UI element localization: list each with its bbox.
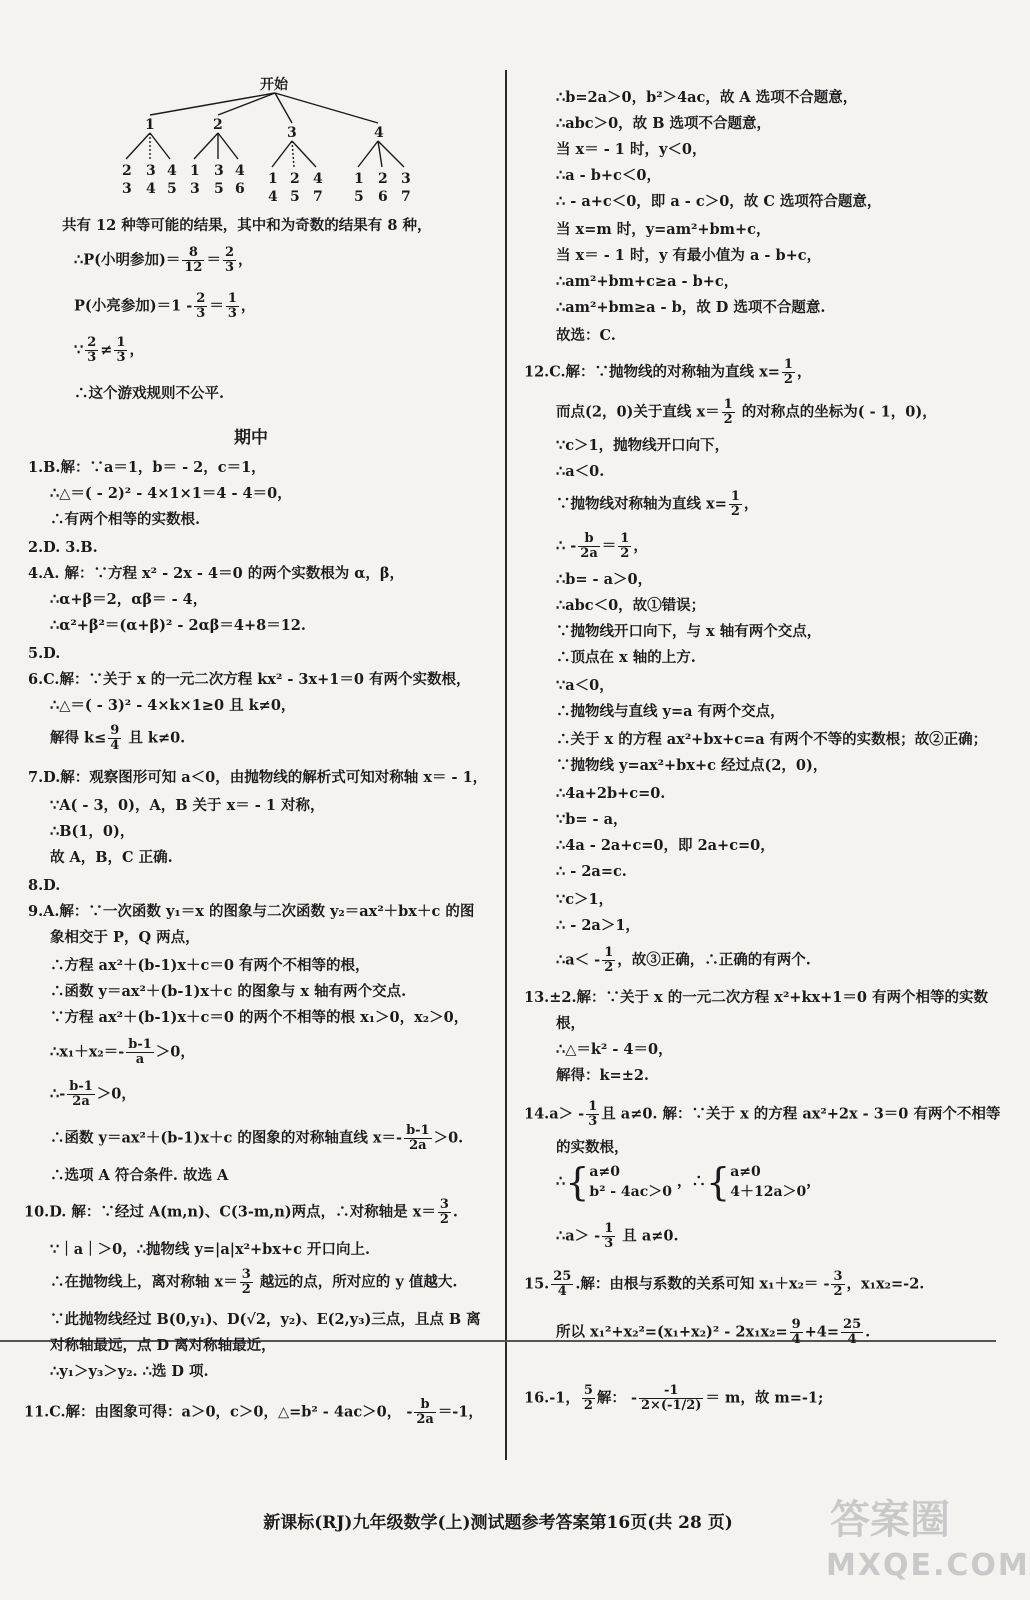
tree-leaf-sum: 5 [290, 189, 300, 205]
prob-compare: ∵ $\frac{2}{3}$ ≠ $\frac{1}{3}$ ， [74, 335, 144, 365]
q12-line: 12.C.解：∵抛物线的对称轴为直线 x= $\frac{1}{2}$ ， [524, 357, 812, 387]
q7-line: ∵A( - 3，0)，A，B 关于 x＝ - 1 对称， [50, 797, 325, 814]
q12-line: ∴抛物线与直线 y=a 有两个交点， [556, 703, 785, 720]
q5-answer: 5.D. [28, 645, 61, 662]
q8-answer: 8.D. [28, 877, 61, 894]
q7-line: 故 A，B，C 正确. [50, 849, 173, 866]
fraction: $\frac{2}{3}$ [196, 291, 206, 321]
fraction: $\frac{3}{2}$ [439, 1197, 449, 1227]
q13-line: ∴△＝k² - 4＝0， [556, 1041, 673, 1058]
q11-cont-line: 当 x=m 时，y=am²+bm+c， [556, 221, 771, 238]
prob-xiaoliang: P(小亮参加)＝1 - $\frac{2}{3}$ ＝ $\frac{1}{3}$ ， [74, 291, 256, 321]
q11-cont-line: ∴a - b+c＜0， [556, 167, 661, 184]
q12-line: ∵抛物线开口向下，与 x 轴有两个交点， [556, 623, 822, 640]
q15-line: 所以 x₁²+x₂²=(x₁+x₂)² - 2x₁x₂= $\frac{9}{4}$ +4= $\frac{25}{4}$ . [556, 1317, 871, 1347]
q12-line: ∴4a - 2a+c=0，即 2a+c=0， [556, 837, 775, 854]
q11-line: 11.C.解：由图象可得：a＞0，c＞0，△=b² - 4ac＞0， - $\frac{b}{2a}$ ＝-1， [24, 1397, 483, 1427]
q13-line: 根， [556, 1015, 585, 1032]
q9-line: ∴x₁＋x₂＝- $\frac{b-1}{a}$ ＞0， [50, 1037, 195, 1067]
q12-line: ∵a＜0， [556, 677, 614, 694]
tree-leaf-sum: 6 [378, 189, 388, 205]
watermark-logo: 答案圈 [830, 1497, 950, 1543]
q12-line: ∴a＜0. [556, 463, 605, 480]
tree-leaf: 1 [190, 163, 200, 179]
q10-line: 10.D. 解：∵经过 A(m,n)、C(3-m,n)两点，∴对称轴是 x＝ $\frac{3}{2}$ . [24, 1197, 458, 1227]
q6-line: ∴△＝( - 3)² - 4×k×1≥0 且 k≠0， [50, 697, 296, 714]
q9-line: ∵方程 ax²＋(b-1)x＋c＝0 的两个不相等的根 x₁＞0，x₂＞0， [50, 1009, 469, 1026]
q9-line: ∴方程 ax²＋(b-1)x＋c＝0 有两个不相等的根， [50, 957, 370, 974]
tree-node-4: 4 [374, 125, 384, 141]
fraction: $\frac{9}{4}$ [791, 1317, 801, 1347]
column-divider [505, 70, 507, 1460]
fraction: $\frac{5}{2}$ [583, 1383, 593, 1413]
fraction: $\frac{8}{12}$ [184, 245, 203, 275]
q14-system: ∴{a≠0 b² - 4ac＞0 ，∴{a≠0 4＋12a＞0， [556, 1160, 821, 1204]
q9-line: ∴函数 y＝ax²＋(b-1)x＋c 的图象的对称轴直线 x＝- $\frac{b-1}{2a}$ ＞0. [50, 1123, 464, 1153]
fraction: $\frac{2}{3}$ [224, 245, 234, 275]
q12-line: ∵c＞1， [556, 891, 614, 908]
tree-leaf: 1 [268, 171, 278, 187]
q11-cont-line: ∴am²+bm≥a - b，故 D 选项不合题意. [556, 299, 826, 316]
result-count-text: 共有 12 种等可能的结果，其中和为奇数的结果有 8 种， [62, 217, 432, 234]
tree-leaf: 4 [167, 163, 177, 179]
q10-line: 对称轴最远，点 D 离对称轴最近， [50, 1337, 276, 1354]
q12-line: ∵b= - a， [556, 811, 628, 828]
fraction: $\frac{b}{2a}$ [416, 1397, 434, 1427]
q10-line: ∵｜a｜＞0，∴抛物线 y=|a|x²+bx+c 开口向上. [50, 1241, 371, 1258]
fraction: $\frac{1}{2}$ [604, 945, 614, 975]
q4-line: 4.A. 解：∵方程 x² - 2x - 4＝0 的两个实数根为 α，β， [28, 565, 405, 582]
q12-line: ∴ - 2a=c. [556, 863, 627, 880]
conclusion-text: ∴这个游戏规则不公平. [74, 385, 225, 402]
q16-line: 16.-1， $\frac{5}{2}$ 解： - $\frac{-1}{2\times(-1/2)}$ ＝ m，故 m=-1; [524, 1383, 824, 1413]
prob-xiaoming: ∴P(小明参加)＝ $\frac{8}{12}$ ＝ $\frac{2}{3}$ ， [74, 245, 253, 275]
q1-line: ∴△＝( - 2)² - 4×1×1＝4 - 4＝0， [50, 485, 292, 502]
q12-line: ∵c＞1，抛物线开口向下， [556, 437, 730, 454]
tree-leaf: 4 [313, 171, 323, 187]
q11-cont-line: ∴ - a+c＜0，即 a - c＞0，故 C 选项符合题意， [556, 193, 882, 210]
q10-line: ∴在抛物线上，离对称轴 x＝ $\frac{3}{2}$ 越远的点，所对应的 y 值越大. [50, 1267, 458, 1297]
q4-line: ∴α²+β²＝(α+β)² - 2αβ＝4+8＝12. [50, 617, 306, 634]
q12-line: 而点(2，0)关于直线 x＝ $\frac{1}{2}$ 的对称点的坐标为( - 1，0)， [556, 397, 937, 427]
q11-cont-line: 故选：C. [556, 327, 616, 344]
fraction: $\frac{2}{3}$ [87, 335, 97, 365]
fraction: $\frac{b}{2a}$ [580, 531, 598, 561]
fraction: $\frac{3}{2}$ [241, 1267, 251, 1297]
q14-line: ∴a＞ - $\frac{1}{3}$ 且 a≠0. [556, 1221, 679, 1251]
fraction: $\frac{25}{4}$ [553, 1269, 572, 1299]
tree-leaf-sum: 6 [235, 181, 245, 197]
fraction: $\frac{9}{4}$ [110, 723, 120, 753]
fraction: $\frac{b-1}{2a}$ [406, 1123, 430, 1153]
fraction: $\frac{3}{2}$ [833, 1269, 843, 1299]
watermark-url: MXQE.COM [826, 1548, 1030, 1583]
tree-leaf-sum: 7 [401, 189, 411, 205]
tree-node-1: 1 [145, 117, 155, 133]
q12-line: ∵抛物线 y=ax²+bx+c 经过点(2，0)， [556, 757, 828, 774]
tree-leaf: 1 [354, 171, 364, 187]
fraction: $\frac{b-1}{2a}$ [69, 1079, 93, 1109]
fraction: $\frac{1}{3}$ [604, 1221, 614, 1251]
q4-line: ∴α+β＝2，αβ＝ - 4， [50, 591, 208, 608]
q2-q3-answers: 2.D. 3.B. [28, 539, 98, 556]
fraction: $\frac{b-1}{a}$ [128, 1037, 152, 1067]
q12-line: ∴a＜ - $\frac{1}{2}$ ，故③正确，∴正确的有两个. [556, 945, 811, 975]
q13-line: 解得：k=±2. [556, 1067, 649, 1084]
q12-line: ∴ - $\frac{b}{2a}$ ＝ $\frac{1}{2}$ ， [556, 531, 648, 561]
fraction: $\frac{-1}{2\times(-1/2)}$ [640, 1383, 702, 1413]
fraction: $\frac{1}{3}$ [588, 1099, 598, 1129]
tree-leaf: 3 [214, 163, 224, 179]
tree-leaf-sum: 5 [214, 181, 224, 197]
q6-line: 6.C.解：∵关于 x 的一元二次方程 kx² - 3x+1＝0 有两个实数根， [28, 671, 471, 688]
q9-line: ∴选项 A 符合条件. 故选 A [50, 1167, 229, 1184]
fraction: $\frac{1}{2}$ [783, 357, 793, 387]
q12-line: ∴顶点在 x 轴的上方. [556, 649, 696, 666]
q15-line: 15. $\frac{25}{4}$ .解：由根与系数的关系可知 x₁＋x₂＝ - $\frac{3}{2}$ ，x₁x₂=-2. [524, 1269, 925, 1299]
q12-line: ∴4a+2b+c=0. [556, 785, 666, 802]
fraction: $\frac{1}{3}$ [227, 291, 237, 321]
tree-leaf: 3 [401, 171, 411, 187]
tree-leaf-sum: 5 [354, 189, 364, 205]
q13-line: 13.±2.解：∵关于 x 的一元二次方程 x²+kx+1＝0 有两个相等的实数 [524, 989, 989, 1006]
q9-line: 9.A.解：∵一次函数 y₁＝x 的图象与二次函数 y₂＝ax²＋bx＋c 的图 [28, 903, 475, 920]
q11-cont-line: ∴b=2a＞0，b²＞4ac，故 A 选项不合题意， [556, 89, 858, 106]
q9-line: 象相交于 P，Q 两点， [50, 929, 200, 946]
q1-line: ∴有两个相等的实数根. [50, 511, 201, 528]
q12-line: ∴abc＜0，故①错误； [556, 597, 706, 614]
q12-line: ∴b= - a＞0， [556, 571, 653, 588]
tree-leaf-sum: 5 [167, 181, 177, 197]
tree-leaf: 2 [122, 163, 132, 179]
q7-line: 7.D.解：观察图形可知 a＜0，由抛物线的解析式可知对称轴 x＝ - 1， [28, 769, 488, 786]
q12-line: ∵抛物线对称轴为直线 x= $\frac{1}{2}$ ， [556, 489, 759, 519]
tree-root-label: 开始 [260, 77, 288, 93]
tree-leaf: 4 [235, 163, 245, 179]
q11-cont-line: ∴abc＞0，故 B 选项不合题意， [556, 115, 772, 132]
tree-leaf-sum: 7 [313, 189, 323, 205]
q11-cont-line: ∴am²+bm+c≥a - b+c， [556, 273, 739, 290]
q1-line: 1.B.解：∵a＝1，b＝ - 2，c＝1， [28, 459, 266, 476]
tree-leaf: 3 [146, 163, 156, 179]
q6-line: 解得 k≤ $\frac{9}{4}$ 且 k≠0. [50, 723, 186, 753]
page-footer: 新课标(RJ)九年级数学(上)测试题参考答案第16页(共 28 页) [263, 1513, 733, 1533]
q14-line: 的实数根， [556, 1139, 629, 1156]
tree-leaf-sum: 4 [268, 189, 278, 205]
q10-line: ∵此抛物线经过 B(0,y₁)、D(√2，y₂)、E(2,y₃)三点，且点 B 离 [50, 1311, 481, 1328]
tree-leaf-sum: 4 [146, 181, 156, 197]
probability-tree-diagram [110, 75, 440, 210]
tree-leaf-sum: 3 [190, 181, 200, 197]
q7-line: ∴B(1，0)， [50, 823, 135, 840]
q11-cont-line: 当 x＝ - 1 时，y＜0， [556, 141, 707, 158]
tree-leaf: 2 [290, 171, 300, 187]
q10-line: ∴y₁＞y₃＞y₂. ∴选 D 项. [50, 1363, 209, 1380]
fraction: $\frac{1}{2}$ [730, 489, 740, 519]
tree-leaf: 2 [378, 171, 388, 187]
fraction: $\frac{1}{2}$ [723, 397, 733, 427]
fraction: $\frac{25}{4}$ [843, 1317, 862, 1347]
q12-line: ∴ - 2a＞1， [556, 917, 640, 934]
tree-node-2: 2 [213, 117, 223, 133]
q12-line: ∴关于 x 的方程 ax²+bx+c=a 有两个不等的实数根；故②正确； [556, 731, 988, 748]
fraction: $\frac{1}{2}$ [620, 531, 630, 561]
section-heading: 期中 [234, 428, 268, 448]
fraction: $\frac{1}{3}$ [116, 335, 126, 365]
tree-node-3: 3 [287, 125, 297, 141]
tree-leaf-sum: 3 [122, 181, 132, 197]
q11-cont-line: 当 x＝ - 1 时，y 有最小值为 a - b+c， [556, 247, 822, 264]
q14-line: 14.a＞ - $\frac{1}{3}$ 且 a≠0. 解：∵关于 x 的方程 ax²+2x - 3＝0 有两个不相等 [524, 1099, 1001, 1129]
q9-line: ∴- $\frac{b-1}{2a}$ ＞0， [50, 1079, 136, 1109]
q9-line: ∴函数 y＝ax²＋(b-1)x＋c 的图象与 x 轴有两个交点. [50, 983, 407, 1000]
